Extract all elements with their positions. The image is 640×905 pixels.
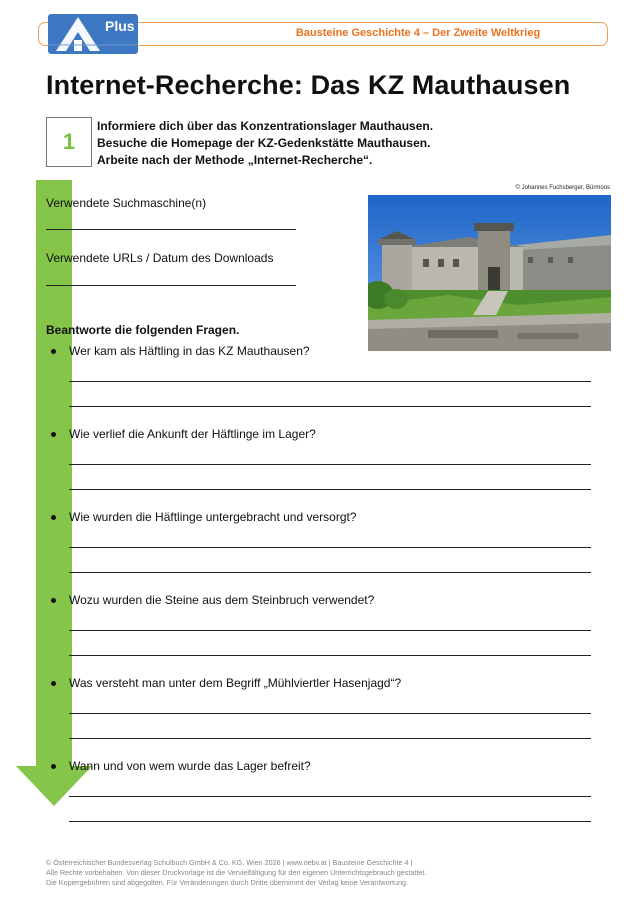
answer-line (69, 655, 591, 656)
publisher-logo (48, 14, 138, 54)
answer-line (69, 406, 591, 407)
task-number: 1 (46, 117, 92, 167)
question-text: Was versteht man unter dem Begriff „Mühlviertler Hasenjagd“? (69, 676, 402, 690)
logo-text: Plus (105, 18, 135, 34)
question-text: Wie wurden die Häftlinge untergebracht und versorgt? (69, 510, 357, 524)
bullet-icon (51, 349, 56, 354)
task-instructions (97, 118, 433, 169)
questions-heading: Beantworte die folgenden Fragen. (46, 323, 240, 337)
bullet-icon (51, 681, 56, 686)
answer-line (69, 489, 591, 490)
instruction-line: Besuche die Homepage der KZ-Gedenkstätte Mauthausen. (97, 136, 431, 150)
bullet-icon (51, 598, 56, 603)
copyright-footer (46, 858, 426, 888)
series-title: Bausteine Geschichte 4 – Der Zweite Weltkrieg (295, 27, 541, 39)
question-text: Wie verlief die Ankunft der Häftlinge im Lager? (69, 427, 316, 441)
footer-line: Alle Rechte vorbehalten. Von dieser Druckvorlage ist die Vervielfältigung für den eigenen Unterrichtsgebrauch gestattet. (46, 868, 427, 877)
question-text: Wann und von wem wurde das Lager befreit? (69, 759, 311, 773)
instruction-line: Arbeite nach der Methode „Internet-Recherche“. (97, 153, 373, 167)
answer-line (69, 821, 591, 822)
search-engine-line (46, 229, 296, 230)
answer-line (69, 796, 591, 797)
answer-line (69, 547, 591, 548)
answer-line (69, 572, 591, 573)
answer-line (69, 630, 591, 631)
memorial-photo (368, 195, 611, 351)
answer-line (69, 713, 591, 714)
question-text: Wozu wurden die Steine aus dem Steinbruch verwendet? (69, 593, 375, 607)
bullet-icon (51, 515, 56, 520)
answer-line (69, 738, 591, 739)
search-engine-label: Verwendete Suchmaschine(n) (46, 196, 207, 210)
footer-line: © Österreichischer Bundesverlag Schulbuch GmbH & Co. KG, Wien 2026 | www.oebv.at | Bausteine Geschichte 4 | (46, 858, 413, 867)
urls-label: Verwendete URLs / Datum des Downloads (46, 251, 274, 265)
photo-credit: © Johannes Fuchsberger, Bürmoos (515, 185, 610, 191)
instruction-line: Informiere dich über das Konzentrationslager Mauthausen. (97, 119, 434, 133)
urls-line (46, 285, 296, 286)
answer-line (69, 381, 591, 382)
footer-line: Die Kopiergebühren sind abgegolten. Für Veränderungen durch Dritte übernimmt der Verlag keine Verantwortung. (46, 878, 408, 887)
green-arrow-icon (16, 180, 92, 810)
camp-building-image (368, 195, 611, 351)
bullet-icon (51, 764, 56, 769)
page-title: Internet-Recherche: Das KZ Mauthausen (46, 70, 571, 100)
question-text: Wer kam als Häftling in das KZ Mauthausen? (69, 344, 310, 358)
bullet-icon (51, 432, 56, 437)
answer-line (69, 464, 591, 465)
